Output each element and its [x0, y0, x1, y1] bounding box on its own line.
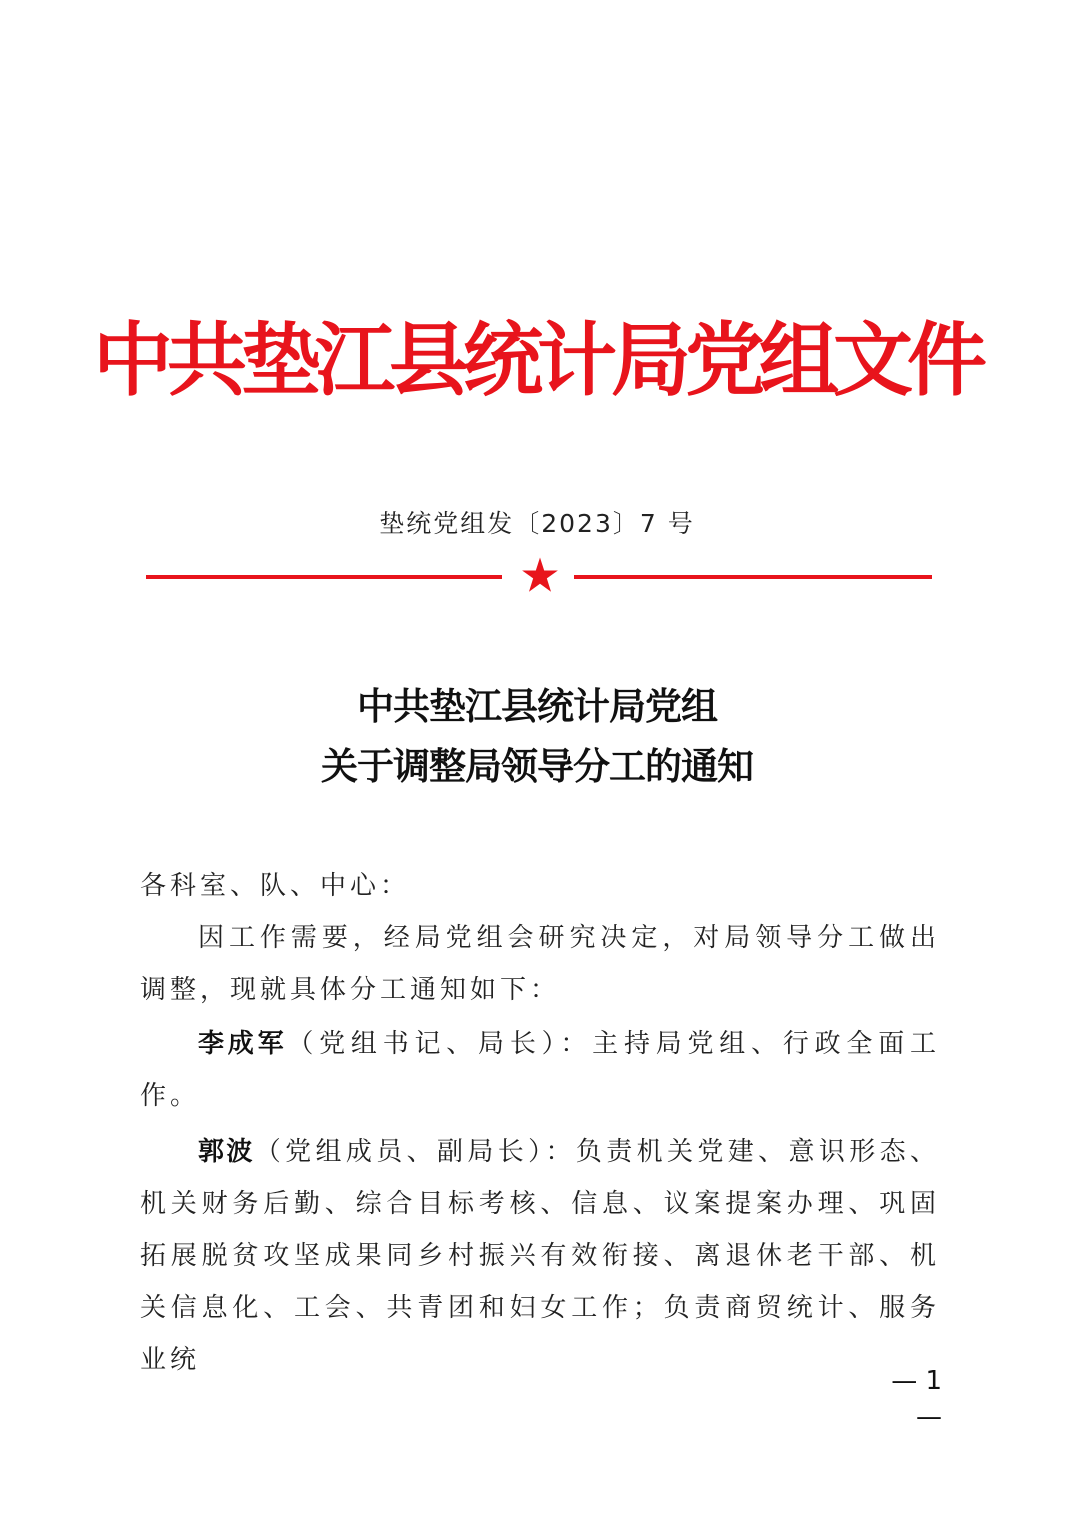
document-number: 垫统党组发〔2023〕7 号 — [379, 509, 695, 538]
header-divider-right — [574, 575, 932, 579]
assignment-duties: （党组书记、局长）：主持局党组、行政全面工作。 — [140, 1029, 940, 1111]
assignment-duties: （党组成员、副局长）：负责机关党建、意识形态、机关财务后勤、综合目标考核、信息、议案提案办理、巩固拓展脱贫攻坚成果同乡村振兴有效衔接、离退休老干部、机关信息化、工会、共青团和妇女工作；负责商贸统计、服务业统 — [140, 1137, 940, 1375]
intro-paragraph: 因工作需要，经局党组会研究决定，对局领导分工做出调整，现就具体分工通知如下： — [140, 923, 940, 1005]
notice-title-line-2: 关于调整局领导分工的通知 — [321, 744, 753, 788]
salutation: 各科室、队、中心： — [140, 871, 411, 901]
document-header-title: 中共垫江县统计局党组文件 — [93, 313, 981, 407]
assignee-name: 李成军 — [198, 1029, 288, 1059]
assignment-paragraph — [140, 1126, 940, 1386]
star-icon — [521, 556, 559, 594]
assignee-name: 郭波 — [198, 1137, 255, 1167]
notice-title-line-1: 中共垫江县统计局党组 — [357, 684, 717, 728]
page-number: — 1 — — [891, 1366, 942, 1432]
assignment-paragraph — [140, 1018, 940, 1122]
header-divider-left — [146, 575, 502, 579]
